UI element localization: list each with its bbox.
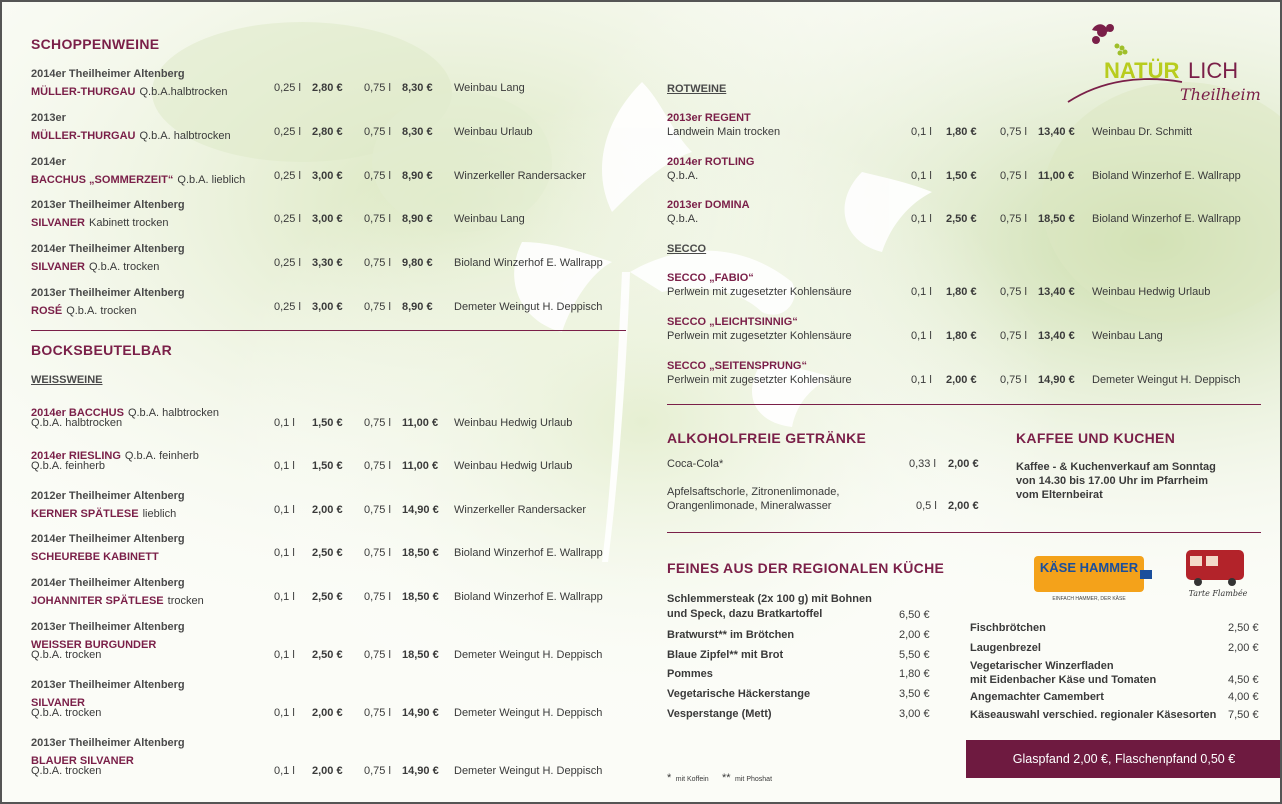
section-title-alkoholfrei: ALKOHOLFREIE GETRÄNKE: [667, 430, 867, 446]
volume-small: 0,1 l: [274, 460, 295, 472]
subsection-weissweine: WEISSWEINE: [31, 374, 103, 386]
price-bottle: 13,40 €: [1038, 126, 1075, 138]
section-divider: [31, 330, 626, 331]
volume-bottle: 0,75 l: [364, 547, 391, 559]
winemaker: Weinbau Lang: [454, 213, 525, 226]
winemaker: Demeter Weingut H. Deppisch: [454, 301, 603, 313]
dish-price: 2,50 €: [1228, 622, 1259, 634]
footnote-mark-a: *: [667, 772, 672, 784]
wine-name: KERNER SPÄTLESE: [31, 508, 139, 520]
wine-description: Q.b.A.: [667, 169, 699, 182]
volume-small: 0,1 l: [274, 417, 295, 429]
volume-bottle: 0,75 l: [1000, 330, 1027, 342]
winemaker: Winzerkeller Randersacker: [454, 504, 587, 516]
winemaker: Weinbau Hedwig Urlaub: [1092, 286, 1211, 298]
wine-year: 2013er: [31, 111, 66, 124]
price-bottle: 18,50 €: [402, 547, 439, 559]
volume-bottle: 0,75 l: [364, 765, 391, 777]
wine-year: 2014er Theilheimer Altenberg: [31, 68, 185, 80]
volume-bottle: 0,75 l: [364, 125, 391, 138]
wine-description: Q.b.A. feinherb: [31, 460, 105, 472]
volume-bottle: 0,75 l: [364, 591, 391, 603]
price-small: 3,30 €: [312, 257, 343, 270]
dish-price: 2,00 €: [899, 629, 930, 641]
volume-bottle: 0,75 l: [1000, 126, 1027, 138]
wine-name: ROSÉ: [31, 305, 63, 317]
price-small: 2,00 €: [312, 765, 343, 777]
wine-year: 2013er Theilheimer Altenberg: [31, 737, 185, 749]
subsection-secco: SECCO: [667, 243, 707, 255]
wine-description: Q.b.A.: [667, 213, 699, 225]
wine-description: Q.b.A. trocken: [31, 765, 102, 777]
price-bottle: 14,90 €: [402, 504, 439, 516]
volume-small: 0,25 l: [274, 257, 301, 270]
wine-description: Kabinett trocken: [89, 217, 169, 230]
price-small: 2,50 €: [312, 591, 343, 603]
winemaker: Weinbau Urlaub: [454, 125, 533, 138]
volume-small: 0,1 l: [911, 374, 932, 386]
wine-name: SILVANER: [31, 697, 85, 709]
wine-year: 2014er Theilheimer Altenberg: [31, 577, 185, 589]
wine-year: 2013er Theilheimer Altenberg: [31, 621, 185, 633]
svg-text:NATÜR: NATÜR: [1104, 58, 1180, 83]
dish-price: 6,50 €: [899, 609, 930, 621]
winemaker: Bioland Winzerhof E. Wallrapp: [454, 547, 603, 559]
volume-small: 0,1 l: [274, 591, 295, 603]
wine-name: WEISSER BURGUNDER: [31, 639, 157, 651]
price-bottle: 8,90 €: [402, 169, 433, 182]
wine-year: 2013er Theilheimer Altenberg: [31, 199, 185, 212]
wine-name-line: [31, 301, 137, 319]
drink-name: Coca-Cola*: [667, 458, 724, 470]
volume-bottle: 0,75 l: [364, 707, 391, 719]
naturlich-theilheim-logo: [1062, 20, 1262, 110]
wine-name: JOHANNITER SPÄTLESE: [31, 595, 164, 607]
wine-name-line: [31, 504, 176, 522]
wine-name: SILVANER: [31, 217, 85, 230]
footnote: [667, 768, 772, 786]
wine-description: Q.b.A. halbtrocken: [127, 407, 220, 419]
volume-small: 0,1 l: [274, 707, 295, 719]
dish-name: Vegetarischer Winzerfladen: [970, 660, 1114, 672]
winemaker: Demeter Weingut H. Deppisch: [454, 765, 603, 777]
wine-year: 2014er Theilheimer Altenberg: [31, 243, 185, 256]
price-small: 3,00 €: [312, 301, 343, 313]
dish-price: 7,50 €: [1228, 709, 1259, 721]
price-bottle: 14,90 €: [1038, 374, 1075, 386]
wine-year: 2013er Theilheimer Altenberg: [31, 679, 185, 691]
kaffee-info-line: Kaffee - & Kuchenverkauf am Sonntag: [1016, 461, 1216, 473]
volume-bottle: 0,75 l: [364, 460, 391, 472]
deposit-banner: Glaspfand 2,00 €, Flaschenpfand 0,50 €: [966, 740, 1282, 778]
dish-name: Fischbrötchen: [970, 622, 1046, 634]
price-small: 1,80 €: [946, 126, 977, 138]
wine-name-line: [31, 213, 169, 231]
wine-name: 2013er REGENT: [667, 112, 751, 124]
winemaker: Weinbau Lang: [1092, 330, 1163, 342]
price-small: 1,50 €: [312, 460, 343, 472]
drink-price: 2,00 €: [948, 500, 979, 512]
price-small: 1,50 €: [946, 169, 977, 182]
volume-bottle: 0,75 l: [1000, 213, 1027, 225]
volume-bottle: 0,75 l: [1000, 374, 1027, 386]
price-small: 2,50 €: [946, 213, 977, 225]
volume-bottle: 0,75 l: [364, 504, 391, 516]
kase-label: KÄSE HAMMER: [1039, 560, 1139, 575]
price-bottle: 8,30 €: [402, 82, 433, 94]
price-bottle: 11,00 €: [402, 417, 439, 429]
volume-small: 0,25 l: [274, 82, 301, 94]
section-title-kaffee: KAFFEE UND KUCHEN: [1016, 430, 1176, 446]
wine-name-line: [31, 591, 204, 609]
price-small: 3,00 €: [312, 169, 343, 182]
volume-small: 0,25 l: [274, 169, 301, 182]
wine-name-line: [31, 257, 159, 275]
wine-year: 2014er: [31, 155, 66, 168]
winemaker: Bioland Winzerhof E. Wallrapp: [1092, 169, 1241, 182]
price-bottle: 8,90 €: [402, 213, 433, 226]
section-divider: [667, 532, 1261, 533]
wine-name-line: [31, 547, 159, 565]
wine-description: Q.b.A. lieblich: [177, 173, 246, 186]
price-small: 1,80 €: [946, 286, 977, 298]
wine-description: Perlwein mit zugesetzter Kohlensäure: [667, 374, 852, 386]
wine-name-line: [31, 170, 245, 188]
kaffee-info-line: vom Elternbeirat: [1016, 489, 1103, 501]
price-bottle: 11,00 €: [402, 460, 439, 472]
wine-name: SECCO „LEICHTSINNIG“: [667, 316, 798, 328]
volume-small: 0,1 l: [274, 649, 295, 661]
price-small: 2,00 €: [312, 707, 343, 719]
section-title-bocksbeutelbar: BOCKSBEUTELBAR: [31, 342, 173, 358]
drink-name: Apfelsaftschorle, Zitronenlimonade,: [667, 486, 840, 498]
flamme-label: Tarte Flambée: [1188, 589, 1248, 598]
volume-small: 0,25 l: [274, 301, 301, 313]
wine-description: Q.b.A. trocken: [31, 649, 102, 661]
wine-description: Q.b.A. trocken: [31, 707, 102, 719]
wine-name: 2013er DOMINA: [667, 199, 750, 211]
volume-bottle: 0,75 l: [364, 213, 391, 226]
volume-small: 0,1 l: [911, 330, 932, 342]
winemaker: Bioland Winzerhof E. Wallrapp: [454, 257, 603, 270]
dish-price: 4,50 €: [1228, 674, 1259, 686]
price-bottle: 14,90 €: [402, 707, 439, 719]
volume-bottle: 0,75 l: [1000, 286, 1027, 298]
wine-description: Perlwein mit zugesetzter Kohlensäure: [667, 286, 852, 298]
winemaker: Demeter Weingut H. Deppisch: [454, 649, 603, 661]
price-bottle: 18,50 €: [1038, 213, 1075, 225]
wine-description: Q.b.A.halbtrocken: [139, 86, 228, 98]
wine-name: 2014er ROTLING: [667, 155, 755, 168]
price-small: 2,50 €: [312, 649, 343, 661]
wine-name: 2014er RIESLING: [31, 450, 121, 462]
price-small: 2,80 €: [312, 125, 343, 138]
price-small: 2,50 €: [312, 547, 343, 559]
dish-name: Laugenbrezel: [970, 642, 1041, 654]
wine-name: BACCHUS „SOMMERZEIT“: [31, 173, 174, 186]
dish-name: Angemachter Camembert: [970, 691, 1104, 703]
price-small: 2,00 €: [312, 504, 343, 516]
wine-name-line: [31, 126, 231, 144]
section-title-kueche: FEINES AUS DER REGIONALEN KÜCHE: [667, 560, 945, 576]
volume-small: 0,25 l: [274, 213, 301, 226]
volume-bottle: 0,75 l: [364, 649, 391, 661]
wine-description: trocken: [167, 595, 204, 607]
price-bottle: 13,40 €: [1038, 286, 1075, 298]
dish-name: Vesperstange (Mett): [667, 708, 772, 720]
dish-name-line2: mit Eidenbacher Käse und Tomaten: [970, 674, 1157, 686]
svg-text:LICH: LICH: [1188, 58, 1239, 83]
wine-name-line: [31, 82, 228, 100]
price-bottle: 11,00 €: [1038, 169, 1075, 182]
wine-description: Q.b.A. trocken: [89, 261, 160, 274]
dish-name: Blaue Zipfel** mit Brot: [667, 649, 784, 661]
wine-year: 2014er Theilheimer Altenberg: [31, 533, 185, 545]
wine-name: SILVANER: [31, 261, 85, 274]
dish-price: 5,50 €: [899, 649, 930, 661]
dish-price: 3,50 €: [899, 688, 930, 700]
wine-description: Q.b.A. feinherb: [124, 450, 199, 462]
drink-name-line2: Orangenlimonade, Mineralwasser: [667, 500, 832, 512]
dish-name: Käseauswahl verschied. regionaler Käsesorten: [970, 709, 1217, 721]
volume-small: 0,1 l: [911, 169, 932, 182]
wine-description: Landwein Main trocken: [667, 126, 781, 138]
dish-name: Pommes: [667, 668, 713, 680]
svg-text:Theilheim: Theilheim: [1180, 85, 1261, 104]
volume-small: 0,1 l: [274, 765, 295, 777]
price-small: 2,00 €: [946, 374, 977, 386]
winemaker: Weinbau Lang: [454, 82, 525, 94]
volume-bottle: 0,75 l: [364, 257, 391, 270]
winemaker: Weinbau Hedwig Urlaub: [454, 460, 573, 472]
drink-volume: 0,5 l: [916, 500, 937, 512]
volume-bottle: 0,75 l: [364, 82, 391, 94]
volume-bottle: 0,75 l: [364, 301, 391, 313]
volume-small: 0,1 l: [274, 504, 295, 516]
wine-year: 2012er Theilheimer Altenberg: [31, 490, 185, 502]
footnote-text-b: mit Phoshat: [735, 776, 773, 783]
volume-bottle: 0,75 l: [1000, 169, 1027, 182]
wine-description: Q.b.A. trocken: [66, 305, 137, 317]
dish-name: Bratwurst** im Brötchen: [667, 629, 795, 641]
volume-bottle: 0,75 l: [364, 169, 391, 182]
wine-name: SCHEUREBE KABINETT: [31, 551, 159, 563]
winemaker: Weinbau Dr. Schmitt: [1092, 126, 1193, 138]
tarte-flambee-logo: [1180, 544, 1260, 604]
wine-name: MÜLLER-THURGAU: [31, 86, 136, 98]
price-small: 1,80 €: [946, 330, 977, 342]
subsection-rotweine: ROTWEINE: [667, 83, 727, 95]
price-bottle: 18,50 €: [402, 649, 439, 661]
winemaker: Bioland Winzerhof E. Wallrapp: [1092, 213, 1241, 225]
dish-price: 2,00 €: [1228, 642, 1259, 654]
price-bottle: 13,40 €: [1038, 330, 1075, 342]
volume-small: 0,25 l: [274, 125, 301, 138]
price-small: 2,80 €: [312, 82, 343, 94]
price-small: 3,00 €: [312, 213, 343, 226]
wine-description: Q.b.A. halbtrocken: [31, 417, 123, 429]
wine-name: BLAUER SILVANER: [31, 755, 134, 767]
volume-small: 0,1 l: [911, 213, 932, 225]
dish-name: Vegetarische Häckerstange: [667, 688, 811, 700]
wine-name: MÜLLER-THURGAU: [31, 129, 136, 142]
wine-name: SECCO „FABIO“: [667, 272, 754, 284]
price-bottle: 18,50 €: [402, 591, 439, 603]
wine-description: Perlwein mit zugesetzter Kohlensäure: [667, 330, 852, 342]
price-bottle: 9,80 €: [402, 257, 433, 270]
dish-price: 4,00 €: [1228, 691, 1259, 703]
drink-volume: 0,33 l: [909, 458, 936, 470]
price-small: 1,50 €: [312, 417, 343, 429]
volume-bottle: 0,75 l: [364, 417, 391, 429]
footnote-text-a: mit Koffein: [675, 776, 709, 783]
volume-small: 0,1 l: [274, 547, 295, 559]
wine-description: lieblich: [142, 508, 177, 520]
price-bottle: 8,90 €: [402, 301, 433, 313]
kaffee-info-line: von 14.30 bis 17.00 Uhr im Pfarrheim: [1016, 475, 1208, 487]
winemaker: Winzerkeller Randersacker: [454, 169, 587, 182]
wine-description: Q.b.A. halbtrocken: [139, 129, 231, 142]
price-bottle: 8,30 €: [402, 125, 433, 138]
dish-name: Schlemmersteak (2x 100 g) mit Bohnen: [667, 593, 872, 605]
dish-price: 3,00 €: [899, 708, 930, 720]
dish-price: 1,80 €: [899, 668, 930, 680]
wine-name: 2014er BACCHUS: [31, 407, 124, 419]
winemaker: Demeter Weingut H. Deppisch: [1092, 374, 1241, 386]
section-title-schoppenweine: SCHOPPENWEINE: [31, 36, 160, 52]
kase-tagline: EINFACH HAMMER, DER KÄSE: [1052, 596, 1126, 602]
section-divider: [667, 404, 1261, 405]
winemaker: Bioland Winzerhof E. Wallrapp: [454, 591, 603, 603]
wine-name: SECCO „SEITENSPRUNG“: [667, 360, 807, 372]
wine-year: 2013er Theilheimer Altenberg: [31, 287, 185, 299]
volume-small: 0,1 l: [911, 126, 932, 138]
winemaker: Demeter Weingut H. Deppisch: [454, 707, 603, 719]
drink-price: 2,00 €: [948, 458, 979, 470]
winemaker: Weinbau Hedwig Urlaub: [454, 417, 573, 429]
price-bottle: 14,90 €: [402, 765, 439, 777]
kase-hammer-logo: [1032, 550, 1154, 604]
volume-small: 0,1 l: [911, 286, 932, 298]
dish-name-line2: und Speck, dazu Bratkartoffel: [667, 608, 823, 620]
footnote-mark-b: **: [722, 772, 731, 784]
